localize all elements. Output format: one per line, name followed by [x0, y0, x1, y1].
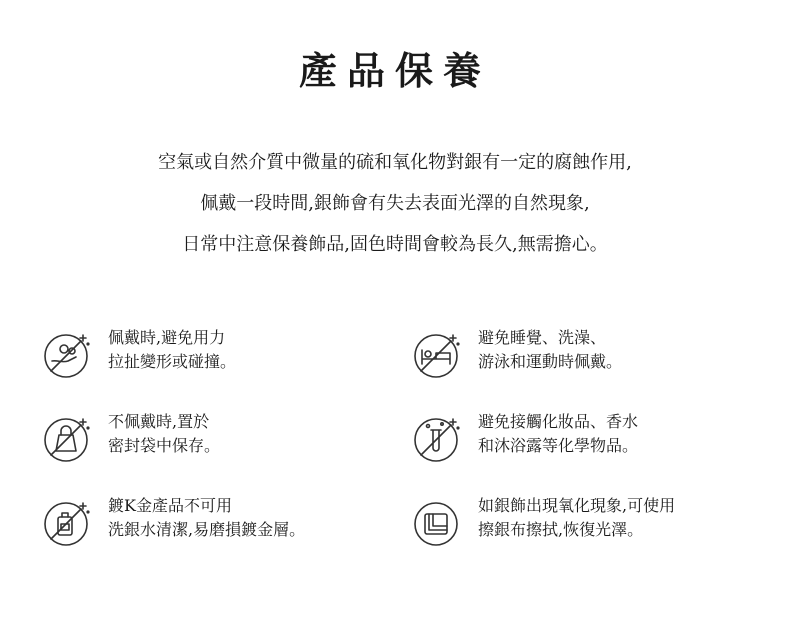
- care-line: 佩戴時,避免用力: [108, 328, 226, 347]
- page-title: 產品保養: [298, 48, 491, 93]
- care-item-storage: [42, 410, 382, 464]
- care-line: 拉扯變形或碰撞。: [108, 352, 237, 371]
- care-line: 洗銀水清潔,易磨損鍍金層。: [108, 520, 306, 539]
- care-line: 和沐浴露等化學物品。: [478, 436, 639, 455]
- care-line: 游泳和運動時佩戴。: [478, 352, 623, 371]
- care-text: [478, 410, 758, 458]
- care-line: 密封袋中保存。: [108, 436, 221, 455]
- intro-line: 佩戴一段時間,銀飾會有失去表面光澤的自然現象,: [200, 193, 590, 214]
- care-line: 擦銀布擦拭,恢復光澤。: [478, 520, 644, 539]
- no-pulling-hand-icon: [42, 328, 94, 380]
- intro-text: [0, 142, 790, 265]
- care-text: [108, 326, 388, 374]
- care-item-no-sleep-bath: [412, 326, 752, 380]
- care-item-no-chemicals: [412, 410, 752, 464]
- polishing-cloth-icon: [412, 496, 464, 548]
- care-text: [108, 494, 388, 542]
- care-line: 如銀飾出現氧化現象,可使用: [478, 496, 676, 515]
- care-text: [478, 326, 758, 374]
- no-chemicals-icon: [412, 412, 464, 464]
- care-item-no-cleaning-liquid: [42, 494, 382, 548]
- care-line: 鍍K金產品不可用: [108, 496, 232, 515]
- intro-line: 日常中注意保養飾品,固色時間會較為長久,無需擔心。: [182, 234, 608, 255]
- no-sleep-bath-icon: [412, 328, 464, 380]
- storage-bag-icon: [42, 412, 94, 464]
- care-line: 避免接觸化妝品、香水: [478, 412, 639, 431]
- care-line: 避免睡覺、洗澡、: [478, 328, 607, 347]
- intro-line: 空氣或自然介質中微量的硫和氧化物對銀有一定的腐蝕作用,: [158, 152, 632, 173]
- care-line: 不佩戴時,置於: [108, 412, 210, 431]
- care-text: [108, 410, 388, 458]
- care-item-no-pulling: [42, 326, 382, 380]
- care-text: [478, 494, 758, 542]
- no-cleaning-liquid-icon: [42, 496, 94, 548]
- care-item-polishing-cloth: [412, 494, 752, 548]
